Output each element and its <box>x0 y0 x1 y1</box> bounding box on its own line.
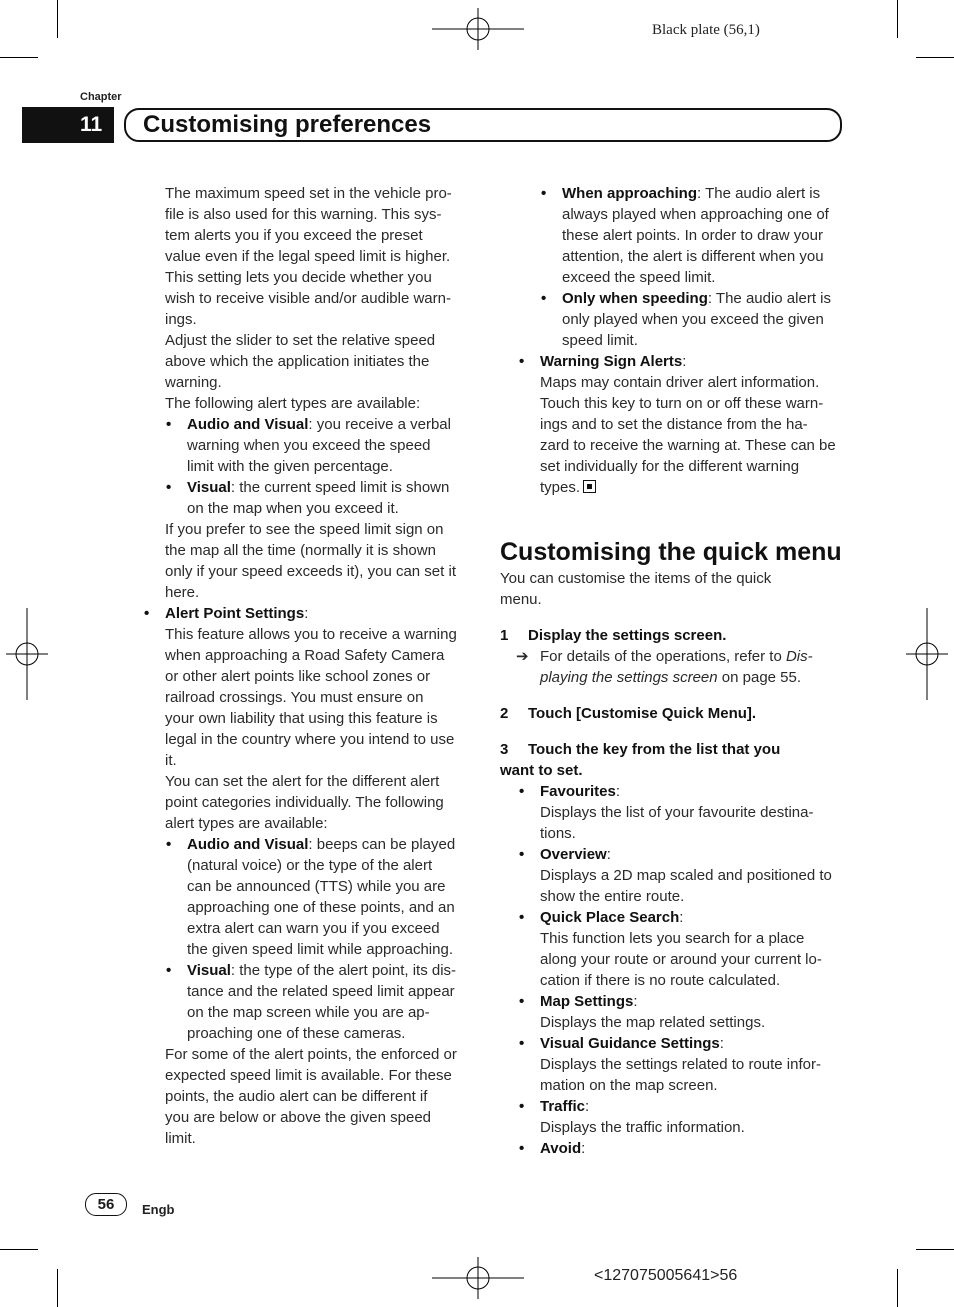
text-line: railroad crossings. You must ensure on <box>165 689 424 706</box>
text: : <box>585 1098 590 1115</box>
text: warning when you exceed the speed <box>187 437 431 454</box>
text-line: file is also used for this warning. This sys- <box>165 206 442 223</box>
text-line: speed limit. <box>562 332 638 349</box>
text-line: set individually for the different warning <box>540 458 800 475</box>
crop-mark <box>897 1269 898 1307</box>
term: Overview <box>540 846 607 863</box>
reference-note <box>500 646 846 688</box>
text-line: Displays the list of your favourite destina- <box>540 804 814 821</box>
step-text: Touch [Customise Quick Menu]. <box>528 705 757 722</box>
text: types. <box>540 479 581 496</box>
text: : the type of the alert point, its dis- <box>230 962 457 979</box>
text: : The audio alert is <box>707 290 831 307</box>
text-line: above which the application initiates the <box>165 353 430 370</box>
text-line: menu. <box>500 591 542 608</box>
text-block <box>187 855 473 960</box>
quick-menu-item <box>500 1138 846 1159</box>
text-line: tance and the related speed limit appear <box>187 983 455 1000</box>
text: : <box>304 605 309 622</box>
quick-menu-item <box>500 907 846 991</box>
term: Visual <box>187 479 231 496</box>
term: Quick Place Search <box>540 909 680 926</box>
text-block <box>187 981 473 1044</box>
text: : <box>615 783 621 800</box>
text-line: zard to receive the warning at. These can be <box>540 437 836 454</box>
text-line: on the map screen while you are ap- <box>187 1004 430 1021</box>
step-number: 1 <box>500 627 509 644</box>
registration-mark-bottom <box>432 1257 524 1299</box>
text: For details of the operations, refer to <box>540 648 786 665</box>
term: Traffic <box>540 1098 586 1115</box>
section-heading: Customising the quick menu <box>500 538 842 566</box>
intro-paragraph <box>500 568 846 610</box>
chapter-number: 11 <box>80 113 103 136</box>
term: Favourites <box>540 783 616 800</box>
term: Avoid <box>540 1140 582 1157</box>
text-line: tions. <box>540 825 576 842</box>
text: : <box>633 993 638 1010</box>
registration-mark-top <box>432 8 524 50</box>
right-column <box>500 183 846 1159</box>
term: Audio and Visual <box>187 416 309 433</box>
list-item <box>143 960 473 1044</box>
step-number: 2 <box>500 705 509 722</box>
text-line: warning. <box>165 374 222 391</box>
text-line: these alert points. In order to draw your <box>562 227 823 244</box>
text-line: the map all the time (normally it is shown <box>165 542 436 559</box>
text-line: Maps may contain driver alert information. <box>540 374 820 391</box>
text-line: value even if the legal speed limit is higher. <box>165 248 451 265</box>
crop-mark <box>57 0 58 38</box>
crop-mark <box>57 1269 58 1307</box>
text-line: can be announced (TTS) while you are <box>187 878 446 895</box>
text-line: The maximum speed set in the vehicle pro- <box>165 185 452 202</box>
step-text: Display the settings screen. <box>528 627 727 644</box>
text-line: wish to receive visible and/or audible warn- <box>165 290 451 307</box>
text: : <box>679 909 684 926</box>
text-line: extra alert can warn you if you exceed <box>187 920 440 937</box>
term: Visual Guidance Settings <box>540 1035 720 1052</box>
text-block <box>562 204 846 288</box>
text-line: The following alert types are available: <box>165 395 421 412</box>
plate-label: Black plate (56,1) <box>652 22 760 38</box>
step-1 <box>500 625 846 646</box>
text-line: Adjust the slider to set the relative speed <box>165 332 436 349</box>
text-line: when approaching a Road Safety Camera <box>165 647 445 664</box>
text-line: Displays the traffic information. <box>540 1119 745 1136</box>
text-line: Displays a 2D map scaled and positioned to <box>540 867 832 884</box>
text-line: cation if there is no route calculated. <box>540 972 781 989</box>
paragraph <box>143 519 473 603</box>
text-line: you are below or above the given speed <box>165 1109 432 1126</box>
registration-mark-left <box>6 608 48 700</box>
text: : <box>606 846 611 863</box>
quick-menu-item <box>500 1096 846 1138</box>
text-line: expected speed limit is available. For these <box>165 1067 452 1084</box>
text: : you receive a verbal <box>308 416 451 433</box>
text-line: Displays the map related settings. <box>540 1014 766 1031</box>
text-line: Touch this key to turn on or off these warn- <box>540 395 824 412</box>
text-line: proaching one of these cameras. <box>187 1025 406 1042</box>
text-line: mation on the map screen. <box>540 1077 718 1094</box>
paragraph <box>165 624 473 834</box>
text-line: or other alert points like school zones or <box>165 668 431 685</box>
text-block <box>562 309 846 351</box>
text-line: exceed the speed limit. <box>562 269 716 286</box>
text: : <box>581 1140 586 1157</box>
text-line: along your route or around your current lo- <box>540 951 822 968</box>
text-line: tem alerts you if you exceed the preset <box>165 227 423 244</box>
chapter-number-box <box>22 107 114 143</box>
text-line: only if your speed exceeds it), you can set it <box>165 563 456 580</box>
left-column <box>143 183 473 1149</box>
intro-paragraph <box>143 183 473 414</box>
list-item <box>500 183 846 288</box>
list-item-warning-sign-alerts <box>500 351 846 498</box>
text-line: You can customise the items of the quick <box>500 570 772 587</box>
text: : beeps can be played <box>308 836 456 853</box>
crop-mark <box>916 57 954 58</box>
text-line: here. <box>165 584 200 601</box>
text-line: only played when you exceed the given <box>562 311 824 328</box>
text-line: For some of the alert points, the enforced or <box>165 1046 457 1063</box>
text-line: show the entire route. <box>540 888 685 905</box>
text: : The audio alert is <box>697 185 821 202</box>
term: Audio and Visual <box>187 836 309 853</box>
step-3 <box>500 739 846 760</box>
chapter-title: Customising preferences <box>143 111 432 138</box>
language-code: Engb <box>142 1202 175 1217</box>
text-line: Displays the settings related to route infor- <box>540 1056 821 1073</box>
list-item <box>143 477 473 519</box>
paragraph <box>540 372 846 477</box>
text: : <box>682 353 687 370</box>
text-line: attention, the alert is different when you <box>562 248 824 265</box>
text-line: alert types are available: <box>165 815 328 832</box>
link-text: playing the settings screen <box>540 669 718 686</box>
crop-mark <box>897 0 898 38</box>
text-line: If you prefer to see the speed limit sign on <box>165 521 444 538</box>
list-item <box>500 288 846 351</box>
chapter-title-frame <box>124 108 842 142</box>
text-line: it. <box>165 752 177 769</box>
text-line: points, the audio alert can be different if <box>165 1088 428 1105</box>
text: Dis- <box>785 648 813 665</box>
registration-mark-right <box>906 608 948 700</box>
text-line: ings. <box>165 311 197 328</box>
list-item <box>143 414 473 477</box>
text-line: legal in the country where you intend to use <box>165 731 455 748</box>
text-line: This setting lets you decide whether you <box>165 269 432 286</box>
text-line: your own liability that using this feature is <box>165 710 438 727</box>
crop-mark <box>916 1249 954 1250</box>
text-line: limit. <box>165 1130 196 1147</box>
step-number: 3 <box>500 741 509 758</box>
term: Warning Sign Alerts <box>540 353 683 370</box>
term: Visual <box>187 962 231 979</box>
text: limit with the given percentage. <box>187 458 393 475</box>
text-line: the given speed limit while approaching. <box>187 941 453 958</box>
paragraph <box>143 1044 473 1149</box>
text: on the map when you exceed it. <box>187 500 399 517</box>
text-line: You can set the alert for the different alert <box>165 773 440 790</box>
term: Alert Point Settings <box>165 605 305 622</box>
crop-mark <box>0 57 38 58</box>
quick-menu-item <box>500 991 846 1033</box>
end-mark-icon <box>583 480 596 493</box>
quick-menu-item <box>500 1033 846 1096</box>
term: Only when speeding <box>562 290 708 307</box>
text-line: This feature allows you to receive a warning <box>165 626 457 643</box>
list-item <box>143 834 473 960</box>
text: on page 55. <box>717 669 802 686</box>
document-code: <127075005641>56 <box>594 1267 738 1284</box>
quick-menu-item <box>500 781 846 844</box>
text-line: always played when approaching one of <box>562 206 829 223</box>
list-item-alert-point-settings <box>143 603 473 834</box>
text: : <box>719 1035 724 1052</box>
term: Map Settings <box>540 993 634 1010</box>
step-3-continued: want to set. <box>500 762 583 779</box>
text-line: point categories individually. The following <box>165 794 444 811</box>
text-line: ings and to set the distance from the ha- <box>540 416 808 433</box>
term: When approaching <box>562 185 697 202</box>
text-line: This function lets you search for a place <box>540 930 805 947</box>
quick-menu-item-list <box>500 781 846 1159</box>
quick-menu-item <box>500 844 846 907</box>
chapter-label: Chapter <box>80 91 122 103</box>
step-text: Touch the key from the list that you <box>528 741 781 758</box>
crop-mark <box>0 1249 38 1250</box>
text: : the current speed limit is shown <box>230 479 450 496</box>
arrow-right-icon: ➔ <box>516 648 529 665</box>
page-number: 56 <box>85 1193 127 1216</box>
text-line: (natural voice) or the type of the alert <box>187 857 433 874</box>
step-2 <box>500 703 846 724</box>
text-line: approaching one of these points, and an <box>187 899 455 916</box>
